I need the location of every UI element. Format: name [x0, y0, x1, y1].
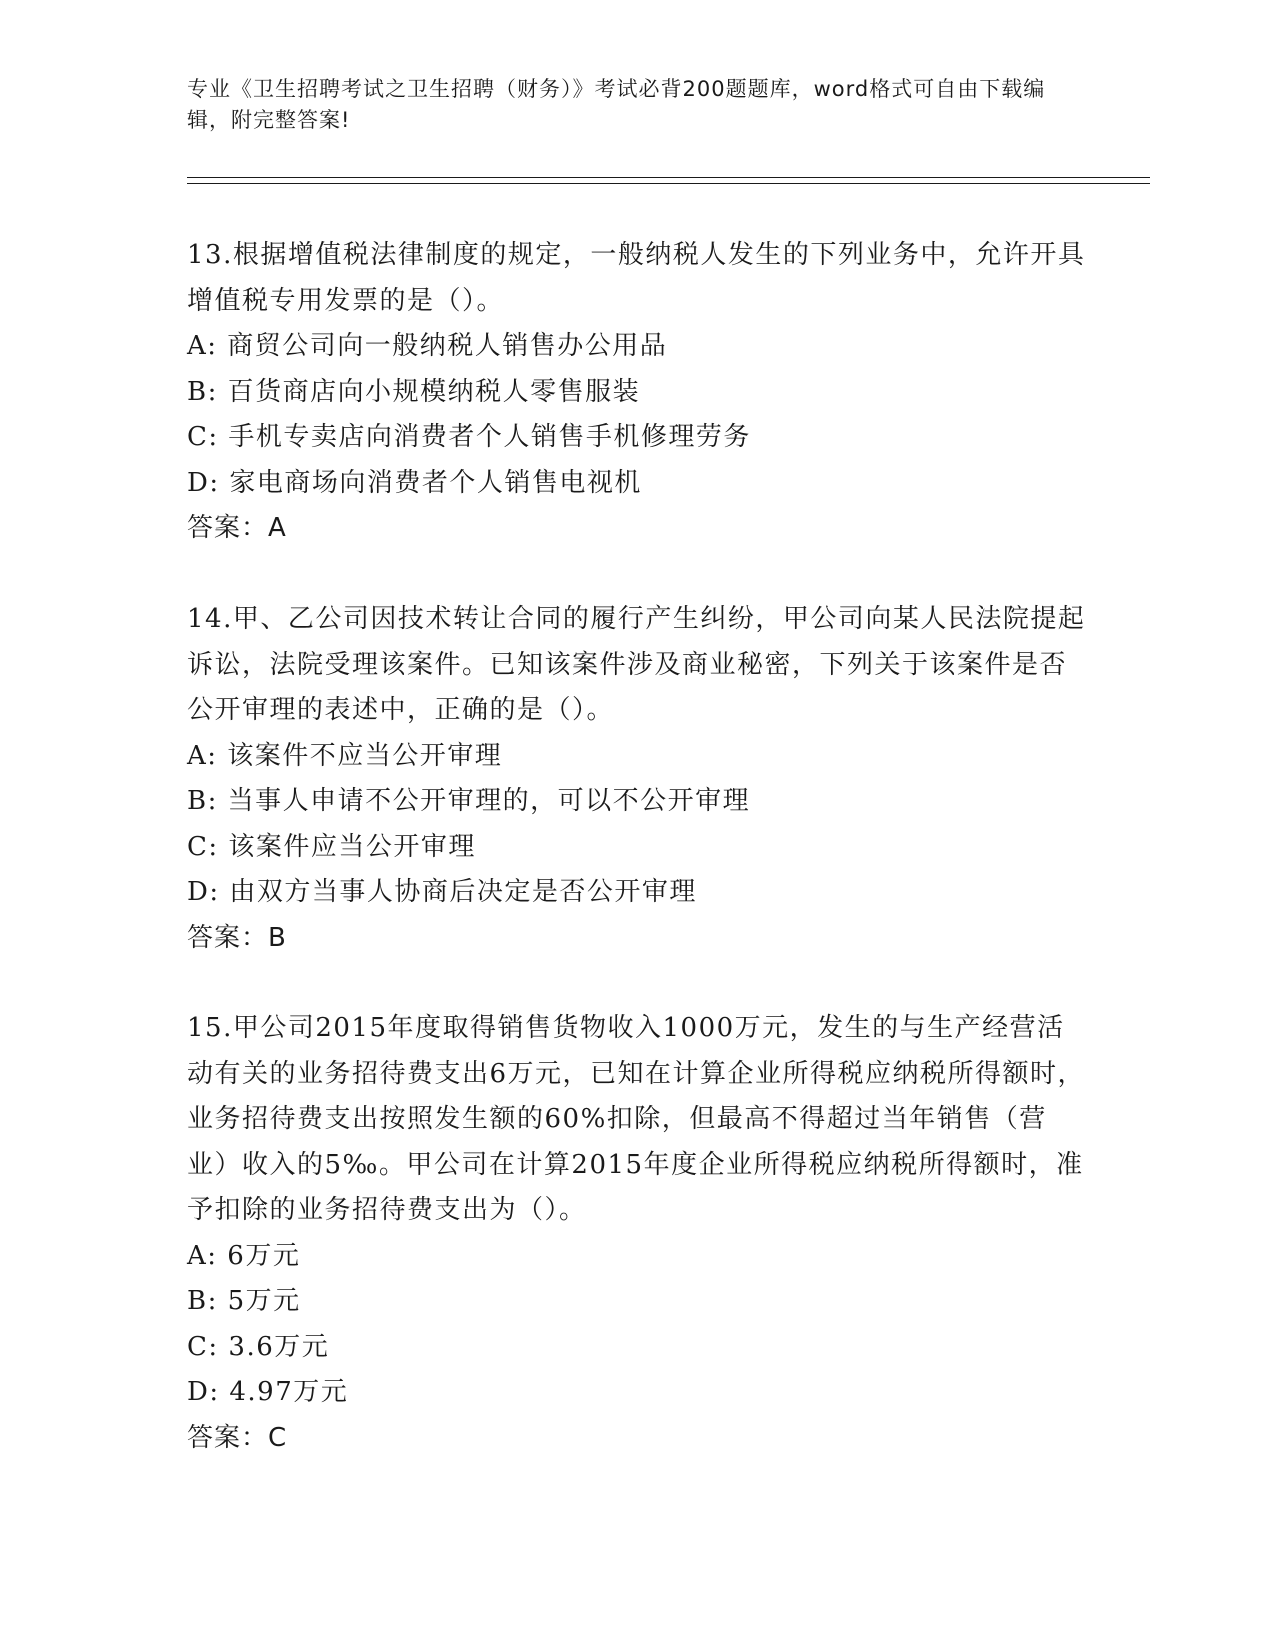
option-d: D: 由双方当事人协商后决定是否公开审理 — [187, 877, 697, 907]
option-c: C: 3.6万元 — [187, 1331, 330, 1362]
answer-label: 答案：B — [187, 922, 287, 953]
option-a: A: 商贸公司向一般纳税人销售办公用品 — [187, 331, 668, 361]
option-a: A: 该案件不应当公开审理 — [187, 740, 503, 771]
option-b: B: 百货商店向小规模纳税人零售服装 — [187, 376, 641, 407]
question-stem: 15.甲公司2015年度取得销售货物收入1000万元，发生的与生产经营活动有关的业务招待费支出6万元，已知在计算企业所得税应纳税所得额时，业务招待费支出按照发生额的60%扣除，但最高不得超过当年销售（营业）收入的5‰。甲公司在计算2015年度企业所得税应纳税所得额时，准予扣除的业务招待费支出为（）。 — [187, 1013, 1086, 1225]
option-d: D: 4.97万元 — [187, 1377, 349, 1407]
option-b: B: 当事人申请不公开审理的，可以不公开审理 — [187, 786, 751, 816]
option-d: D: 家电商场向消费者个人销售电视机 — [187, 467, 642, 498]
question-stem: 13.根据增值税法律制度的规定，一般纳税人发生的下列业务中，允许开具增值税专用发票的是（）。 — [187, 240, 1086, 316]
option-c: C: 该案件应当公开审理 — [187, 831, 476, 862]
question-13 — [187, 233, 1087, 552]
question-14 — [187, 597, 1087, 961]
answer-label: 答案：A — [187, 513, 287, 543]
question-15 — [187, 1006, 1087, 1461]
header-divider — [187, 177, 1150, 184]
document-header: 专业《卫生招聘考试之卫生招聘（财务）》考试必背200题题库，word格式可自由下载编辑，附完整答案! — [187, 77, 1046, 132]
question-stem: 14.甲、乙公司因技术转让合同的履行产生纠纷，甲公司向某人民法院提起诉讼，法院受理该案件。已知该案件涉及商业秘密，下列关于该案件是否公开审理的表述中，正确的是（）。 — [187, 604, 1086, 725]
option-c: C: 手机专卖店向消费者个人销售手机修理劳务 — [187, 422, 751, 452]
option-a: A: 6万元 — [187, 1240, 301, 1271]
answer-label: 答案：C — [187, 1422, 288, 1453]
option-b: B: 5万元 — [187, 1286, 301, 1316]
